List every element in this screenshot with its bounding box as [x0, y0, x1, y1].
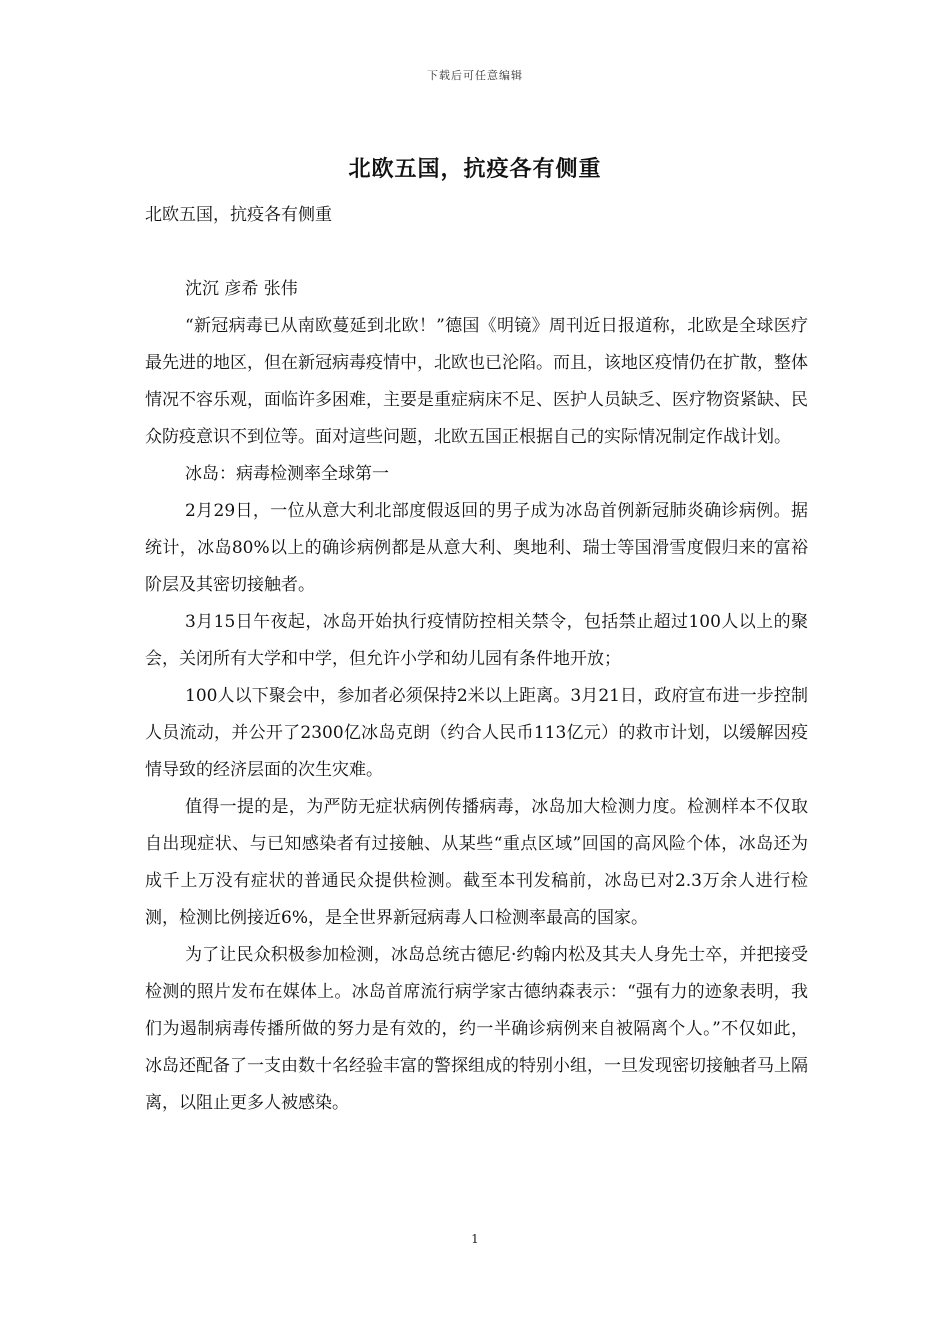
page-number: 1 [471, 1232, 479, 1246]
section-heading-iceland: 冰岛：病毒检测率全球第一 [185, 464, 389, 484]
document-title: 北欧五国，抗疫各有侧重 [348, 156, 602, 182]
article-body [145, 197, 808, 1122]
paragraph: 为了让民众积极参加检测，冰岛总统古德尼·约翰内松及其夫人身先士卒，并把接受检测的照片发布在媒体上。冰岛首席流行病学家古德纳森表示：“强有力的迹象表明，我们为遏制病毒传播所做的努力是有效的，约一半确诊病例来自被隔离个人。”不仅如此，冰岛还配备了一支由数十名经验丰富的警探组成的特别小组，一旦发现密切接触者马上隔离，以阻止更多人被感染。 [145, 945, 808, 1113]
paragraph: 值得一提的是，为严防无症状病例传播病毒，冰岛加大检测力度。检测样本不仅取自出现症状、与已知感染者有过接触、从某些“重点区域”回国的高风险个体，冰岛还为成千上万没有症状的普通民众提供检测。截至本刊发稿前，冰岛已对2.3万余人进行检测，检测比例接近6%，是全世界新冠病毒人口检测率最高的国家。 [145, 797, 808, 928]
header-note: 下载后可任意编辑 [427, 69, 523, 82]
author-line: 沈沉 彦希 张伟 [185, 279, 298, 299]
blank-line [145, 234, 808, 271]
paragraph-intro: “新冠病毒已从南欧蔓延到北欧！”德国《明镜》周刊近日报道称，北欧是全球医疗最先进的地区，但在新冠病毒疫情中，北欧也已沦陷。而且，该地区疫情仍在扩散，整体情况不容乐观，面临许多困难，主要是重症病床不足、医护人员缺乏、医疗物资紧缺、民众防疫意识不到位等。面对這些问题，北欧五国正根据自己的实际情况制定作战计划。 [145, 316, 808, 447]
paragraph: 100人以下聚会中，参加者必须保持2米以上距离。3月21日，政府宣布进一步控制人员流动，并公开了2300亿冰岛克朗（约合人民币113亿元）的救市计划，以缓解因疫情导致的经济层面的次生灾难。 [145, 686, 808, 780]
paragraph: 3月15日午夜起，冰岛开始执行疫情防控相关禁令，包括禁止超过100人以上的聚会，关闭所有大学和中学，但允许小学和幼儿园有条件地开放； [145, 612, 808, 669]
paragraph: 2月29日，一位从意大利北部度假返回的男子成为冰岛首例新冠肺炎确诊病例。据统计，冰岛80%以上的确诊病例都是从意大利、奥地利、瑞士等国滑雪度假归来的富裕阶层及其密切接触者。 [145, 501, 808, 595]
article-subtitle: 北欧五国，抗疫各有侧重 [145, 205, 332, 225]
